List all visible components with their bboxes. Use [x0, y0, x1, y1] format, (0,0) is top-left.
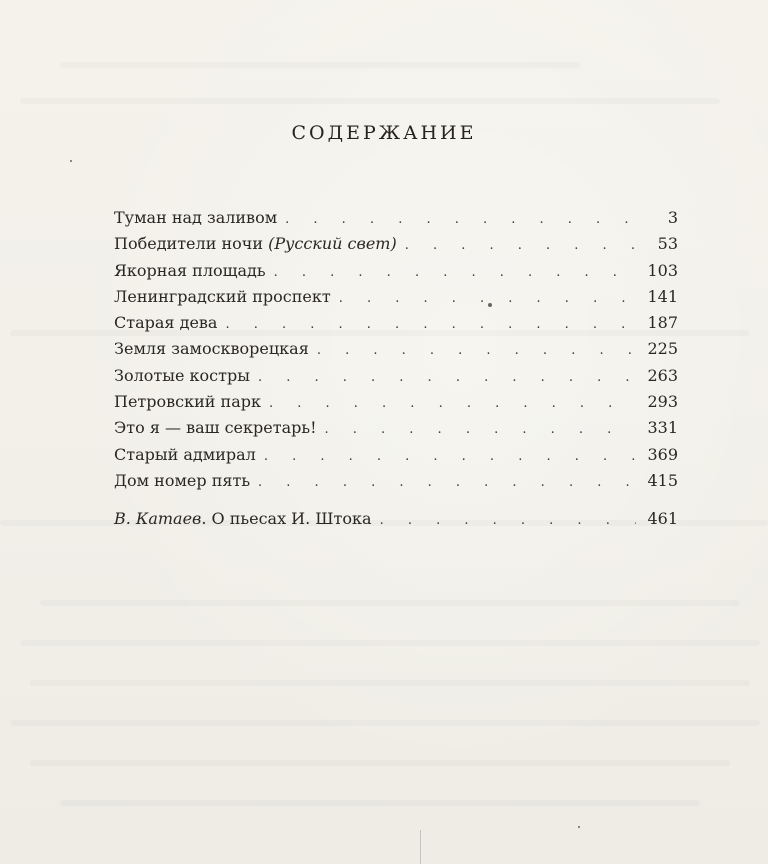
toc-entry-page: 103	[647, 260, 678, 280]
toc-entry-page: 415	[647, 470, 678, 490]
toc-entry	[114, 284, 678, 310]
leader-dots	[285, 207, 636, 233]
toc-afterword-entry	[114, 506, 678, 532]
leader-dots	[258, 470, 636, 496]
toc-entry-title	[114, 506, 380, 532]
show-through-line	[60, 800, 700, 806]
leader-dots	[325, 417, 637, 443]
toc-entry-title: Земля замоскворецкая	[114, 339, 309, 359]
toc-entry	[114, 258, 678, 284]
toc-entry-title: Победители ночи (Русский свет)	[114, 234, 397, 254]
toc-entry	[114, 336, 678, 362]
toc-entry	[114, 415, 678, 441]
toc-entry-page: 369	[647, 444, 678, 464]
leader-dots	[225, 312, 636, 338]
afterword-author: В. Катаев	[114, 509, 202, 529]
show-through-line	[60, 62, 580, 68]
leader-dots	[317, 338, 636, 364]
toc-entry-page: 141	[647, 286, 678, 306]
show-through-line	[30, 680, 750, 686]
toc-entry-title: Дом номер пять	[114, 470, 251, 490]
toc-entry-page: 3	[667, 208, 678, 227]
toc-entry	[114, 442, 678, 468]
toc-entry	[114, 363, 678, 389]
toc-entry-page: 293	[647, 392, 678, 412]
toc-entry-title: Это я — ваш секретарь!	[114, 418, 317, 438]
toc-entry-page: 263	[647, 365, 678, 385]
toc-entry-title: Якорная площадь	[114, 260, 266, 280]
toc-entry-title: Ленинградский проспект	[114, 286, 331, 306]
leader-dots	[264, 444, 636, 470]
toc-entry	[114, 468, 678, 494]
toc-entry-subtitle: (Русский свет)	[268, 234, 397, 254]
toc-entry	[114, 205, 678, 231]
afterword-title: . О пьесах И. Штока	[201, 509, 372, 529]
leader-dots	[380, 508, 636, 534]
page-title: СОДЕРЖАНИЕ	[291, 122, 477, 144]
show-through-line	[20, 98, 720, 104]
show-through-line	[30, 760, 730, 766]
table-of-contents	[114, 205, 678, 533]
toc-entry-title: Туман над заливом	[114, 208, 278, 227]
toc-entry-page: 53	[657, 234, 678, 254]
toc-entry-title: Старый адмирал	[114, 444, 256, 464]
toc-entry-title: Петровский парк	[114, 392, 261, 412]
toc-entry	[114, 310, 678, 336]
paper-speck	[578, 826, 580, 828]
leader-dots	[274, 260, 636, 286]
leader-dots	[405, 233, 636, 259]
paper-speck	[488, 303, 492, 307]
show-through-line	[40, 600, 740, 606]
leader-dots	[269, 391, 636, 417]
leader-dots	[258, 365, 636, 391]
toc-entry-page: 225	[647, 339, 678, 359]
toc-entry-page: 187	[647, 313, 678, 333]
show-through-line	[20, 640, 760, 646]
show-through-line	[10, 720, 760, 726]
toc-entry	[114, 231, 678, 257]
toc-entry-title: Золотые костры	[114, 365, 250, 385]
toc-entry-page: 461	[647, 509, 678, 529]
toc-entry	[114, 389, 678, 415]
toc-entry-page: 331	[647, 418, 678, 438]
page-edge-mark	[420, 830, 421, 864]
leader-dots	[339, 286, 636, 312]
toc-entry-title: Старая дева	[114, 313, 218, 333]
paper-speck	[70, 160, 72, 162]
